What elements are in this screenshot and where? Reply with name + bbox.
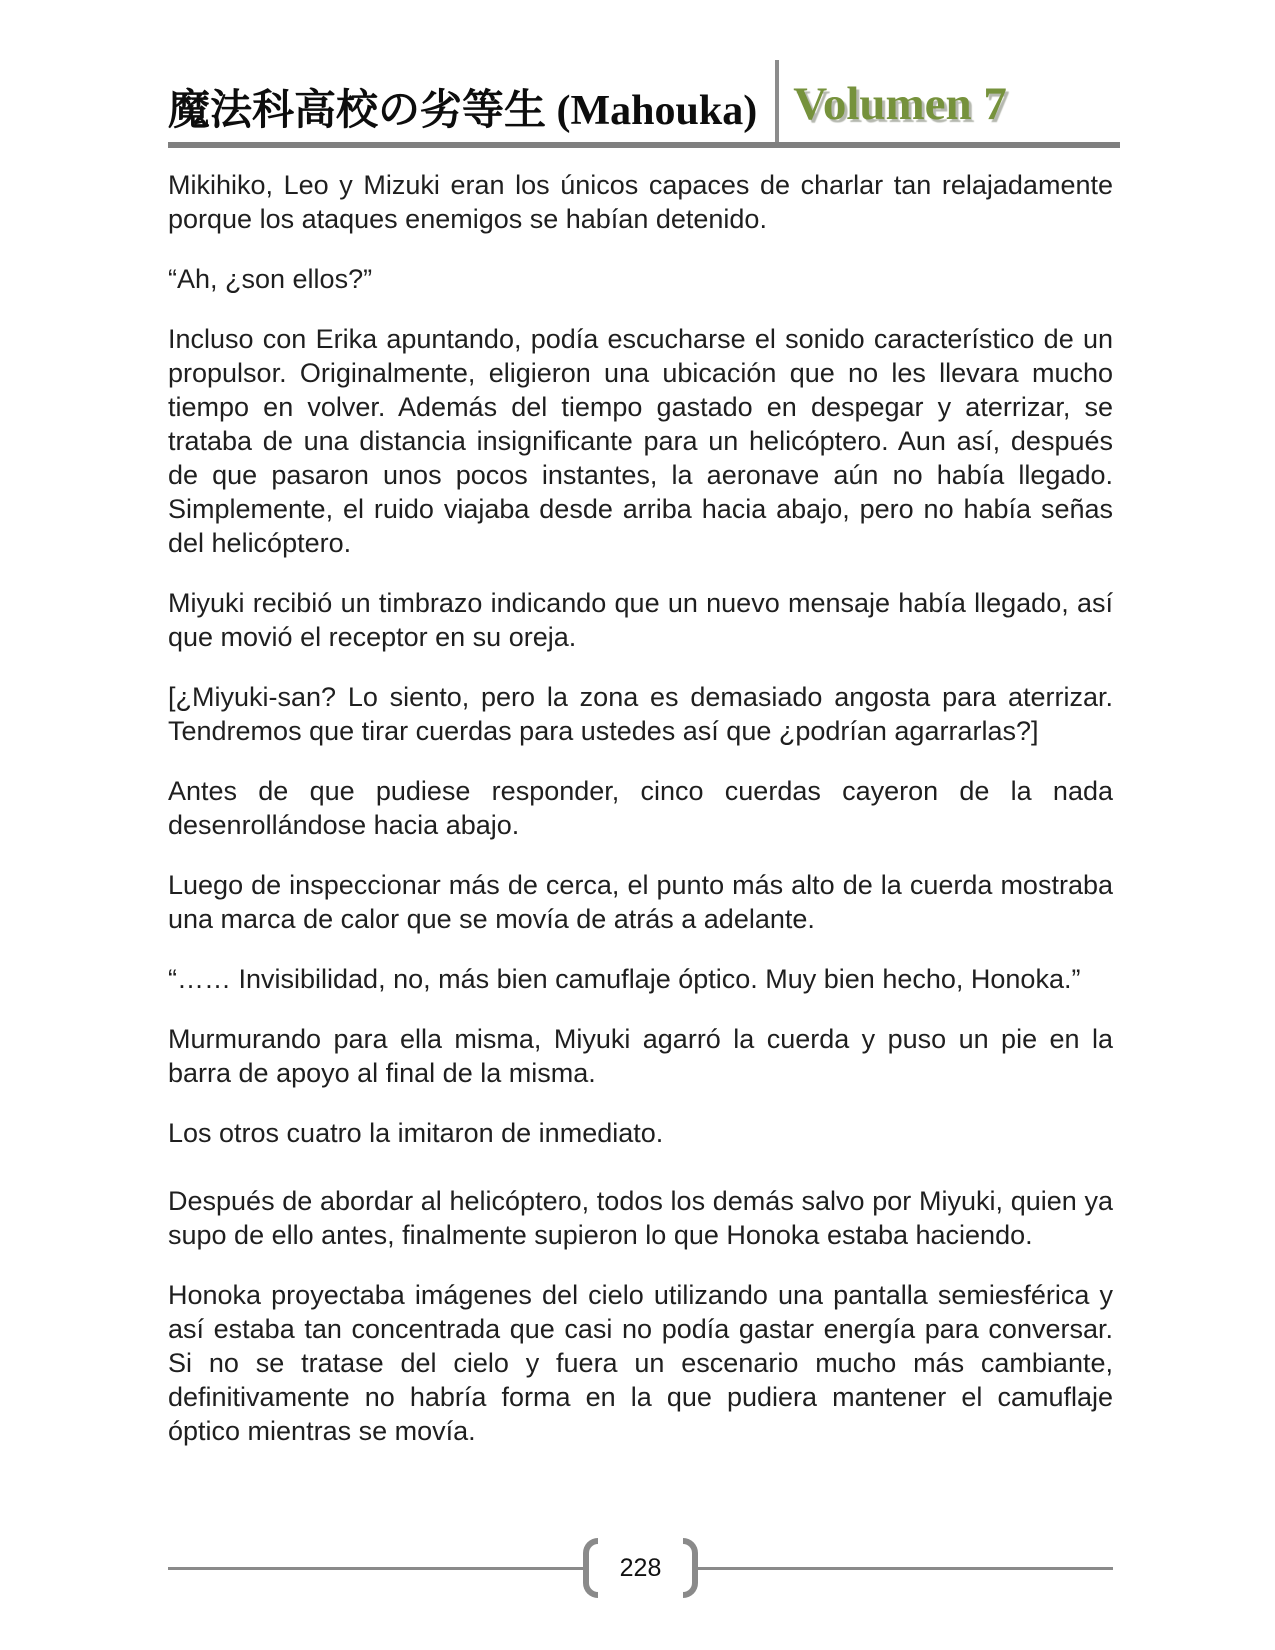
header-row <box>168 60 1116 142</box>
paragraph-dialogue: “…… Invisibilidad, no, más bien camuflaje óptico. Muy bien hecho, Honoka.” <box>168 964 1081 994</box>
page-body <box>168 168 1113 1474</box>
paragraph: Miyuki recibió un timbrazo indicando que un nuevo mensaje había llegado, así que movió el receptor en su oreja. <box>168 588 1113 652</box>
page-header <box>168 60 1116 148</box>
paragraph: Después de abordar al helicóptero, todos los demás salvo por Miyuki, quien ya supo de ello antes, finalmente supieron lo que Honoka estaba haciendo. <box>168 1186 1113 1250</box>
paragraph: Luego de inspeccionar más de cerca, el punto más alto de la cuerda mostraba una marca de calor que se movía de atrás a adelante. <box>168 870 1113 934</box>
page-footer <box>168 1534 1113 1602</box>
header-rule <box>168 142 1120 148</box>
paragraph: Murmurando para ella misma, Miyuki agarró la cuerda y puso un pie en la barra de apoyo al final de la misma. <box>168 1024 1113 1088</box>
book-title: 魔法科高校の劣等生 (Mahouka) <box>168 88 758 134</box>
paragraph: Honoka proyectaba imágenes del cielo utilizando una pantalla semiesférica y así estaba tan concentrada que casi no podía gastar energía para conversar. Si no se tratase del cielo y fuera un escenario mucho más cambiante, definitivamente no habría forma en la que pudiera mantener el camuflaje óptico mientras se movía. <box>168 1280 1113 1446</box>
left-bracket-icon <box>583 1538 598 1598</box>
volume-label: Volumen 7 <box>793 78 1007 130</box>
footer-line-right <box>698 1567 1113 1570</box>
paragraph: Incluso con Erika apuntando, podía escucharse el sonido característico de un propulsor. Originalmente, eligieron una ubicación que no les llevara mucho tiempo en volver. Además del tiempo gastado en despegar y aterrizar, se trataba de una distancia insignificante para un helicóptero. Aun así, después de que pasaron unos pocos instantes, la aeronave aún no había llegado. Simplemente, el ruido viajaba desde arriba hacia abajo, pero no había señas del helicóptero. <box>168 324 1113 558</box>
right-bracket-icon <box>683 1538 698 1598</box>
paragraph-dialogue: “Ah, ¿son ellos?” <box>168 264 373 294</box>
paragraph: Mikihiko, Leo y Mizuki eran los únicos capaces de charlar tan relajadamente porque los ataques enemigos se habían detenido. <box>168 170 1113 234</box>
paragraph: Antes de que pudiese responder, cinco cuerdas cayeron de la nada desenrollándose hacia abajo. <box>168 776 1113 840</box>
paragraph-radio-message: [¿Miyuki-san? Lo siento, pero la zona es demasiado angosta para aterrizar. Tendremos que tirar cuerdas para ustedes así que ¿podrían agarrarlas?] <box>168 682 1113 746</box>
paragraph: Los otros cuatro la imitaron de inmediato. <box>168 1118 664 1148</box>
header-vertical-divider <box>775 60 779 142</box>
footer-line-left <box>168 1567 583 1570</box>
page-number: 228 <box>619 1553 662 1582</box>
